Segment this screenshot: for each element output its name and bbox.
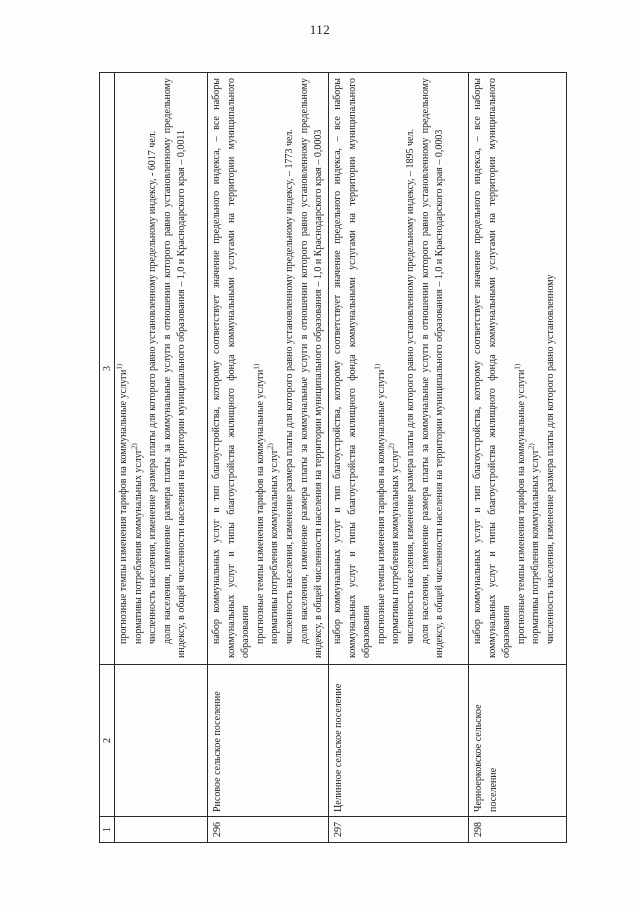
row-number: 298 <box>469 817 567 843</box>
footnote-marker: 1) <box>373 363 382 370</box>
description-line: прогнозные темпы изменения тарифов на коммунальные услуги$^{1)}$ <box>115 363 129 644</box>
description-line: численность населения, изменение размера платы для которого равно установленному предельному индексу, – 1773 чел. <box>283 129 295 644</box>
description-line: прогнозные темпы изменения тарифов на коммунальные услуги$^{1)}$ <box>373 363 387 644</box>
row-description <box>115 73 208 665</box>
description-line: нормативы потребления коммунальных услуг$^{2)}$ <box>388 443 402 644</box>
footnote-marker: 2) <box>388 443 397 450</box>
table-row <box>329 73 469 843</box>
row-description <box>469 73 567 665</box>
description-line: доля населения, изменение размера платы за коммунальные услуги в отношении которого равно установленному предельному индексу, в общей численности населения на территории муниципального образования – 1,0 и Краснодарского края – 0,0003 <box>419 78 446 658</box>
table-row <box>115 73 208 843</box>
tariff-table <box>99 72 567 843</box>
row-description <box>329 73 469 665</box>
description-line: набор коммунальных услуг и тип благоустройства, которому соответствует значение предельного индекса, – все наборы коммунальных услуг и типы благоустройства жилищного фонда коммунальными услугами на территории муниципального образования <box>211 78 252 658</box>
row-number: 297 <box>329 817 469 843</box>
footnote-marker: 1) <box>115 363 124 370</box>
settlement-name: Рисовое сельское поселение <box>208 665 329 817</box>
page-number: 112 <box>309 22 331 37</box>
row-number <box>115 817 208 843</box>
description-line: нормативы потребления коммунальных услуг$^{2)}$ <box>130 443 144 644</box>
settlement-name: Целинное сельское поселение <box>329 665 469 817</box>
footnote-marker: 1) <box>252 363 261 370</box>
footnote-marker: 2) <box>130 443 139 450</box>
footnote-marker: 2) <box>267 443 276 450</box>
rotated-table-container <box>99 73 556 843</box>
table-header-row <box>100 73 115 843</box>
footnote-marker: 1) <box>513 363 522 370</box>
settlement-name: Черноерковское сельское поселение <box>469 665 567 817</box>
description-line: численность населения, изменение размера платы для которого равно установленному предельному индексу, – 1895 чел. <box>404 129 416 644</box>
header-cell-1: 1 <box>100 817 115 843</box>
description-line: набор коммунальных услуг и тип благоустройства, которому соответствует значение предельного индекса, – все наборы коммунальных услуг и типы благоустройства жилищного фонда коммунальными услугами на территории муниципального образования <box>332 78 373 658</box>
footnote-marker: 2) <box>528 443 537 450</box>
description-line: прогнозные темпы изменения тарифов на коммунальные услуги$^{1)}$ <box>513 363 527 644</box>
description-line: нормативы потребления коммунальных услуг$^{2)}$ <box>267 443 281 644</box>
description-line: численность населения, изменение размера платы для которого равно установленному предельному индексу, - 6017 чел. <box>147 130 159 644</box>
table-row <box>208 73 329 843</box>
description-line: нормативы потребления коммунальных услуг$^{2)}$ <box>528 443 542 644</box>
description-line: доля населения, изменение размера платы за коммунальные услуги в отношении которого равно установленному предельному индексу, в общей численности населения на территории муниципального образования – 1,0 и Краснодарского края – 0,0011 <box>161 78 188 658</box>
settlement-name <box>115 665 208 817</box>
description-line: численность населения, изменение размера платы для которого равно установленному <box>544 274 556 644</box>
description-line: прогнозные темпы изменения тарифов на коммунальные услуги$^{1)}$ <box>252 363 266 644</box>
description-line: доля населения, изменение размера платы за коммунальные услуги в отношении которого равно установленному предельному индексу, в общей численности населения на территории муниципального образования – 1,0 и Краснодарского края – 0,0003 <box>298 78 325 658</box>
description-line: набор коммунальных услуг и тип благоустройства, которому соответствует значение предельного индекса, – все наборы коммунальных услуг и типы благоустройства жилищного фонда коммунальными услугами на территории муниципального образования <box>472 78 513 658</box>
row-number: 296 <box>208 817 329 843</box>
row-description <box>208 73 329 665</box>
header-cell-3: 3 <box>100 73 115 665</box>
table-row <box>469 73 567 843</box>
header-cell-2: 2 <box>100 665 115 817</box>
